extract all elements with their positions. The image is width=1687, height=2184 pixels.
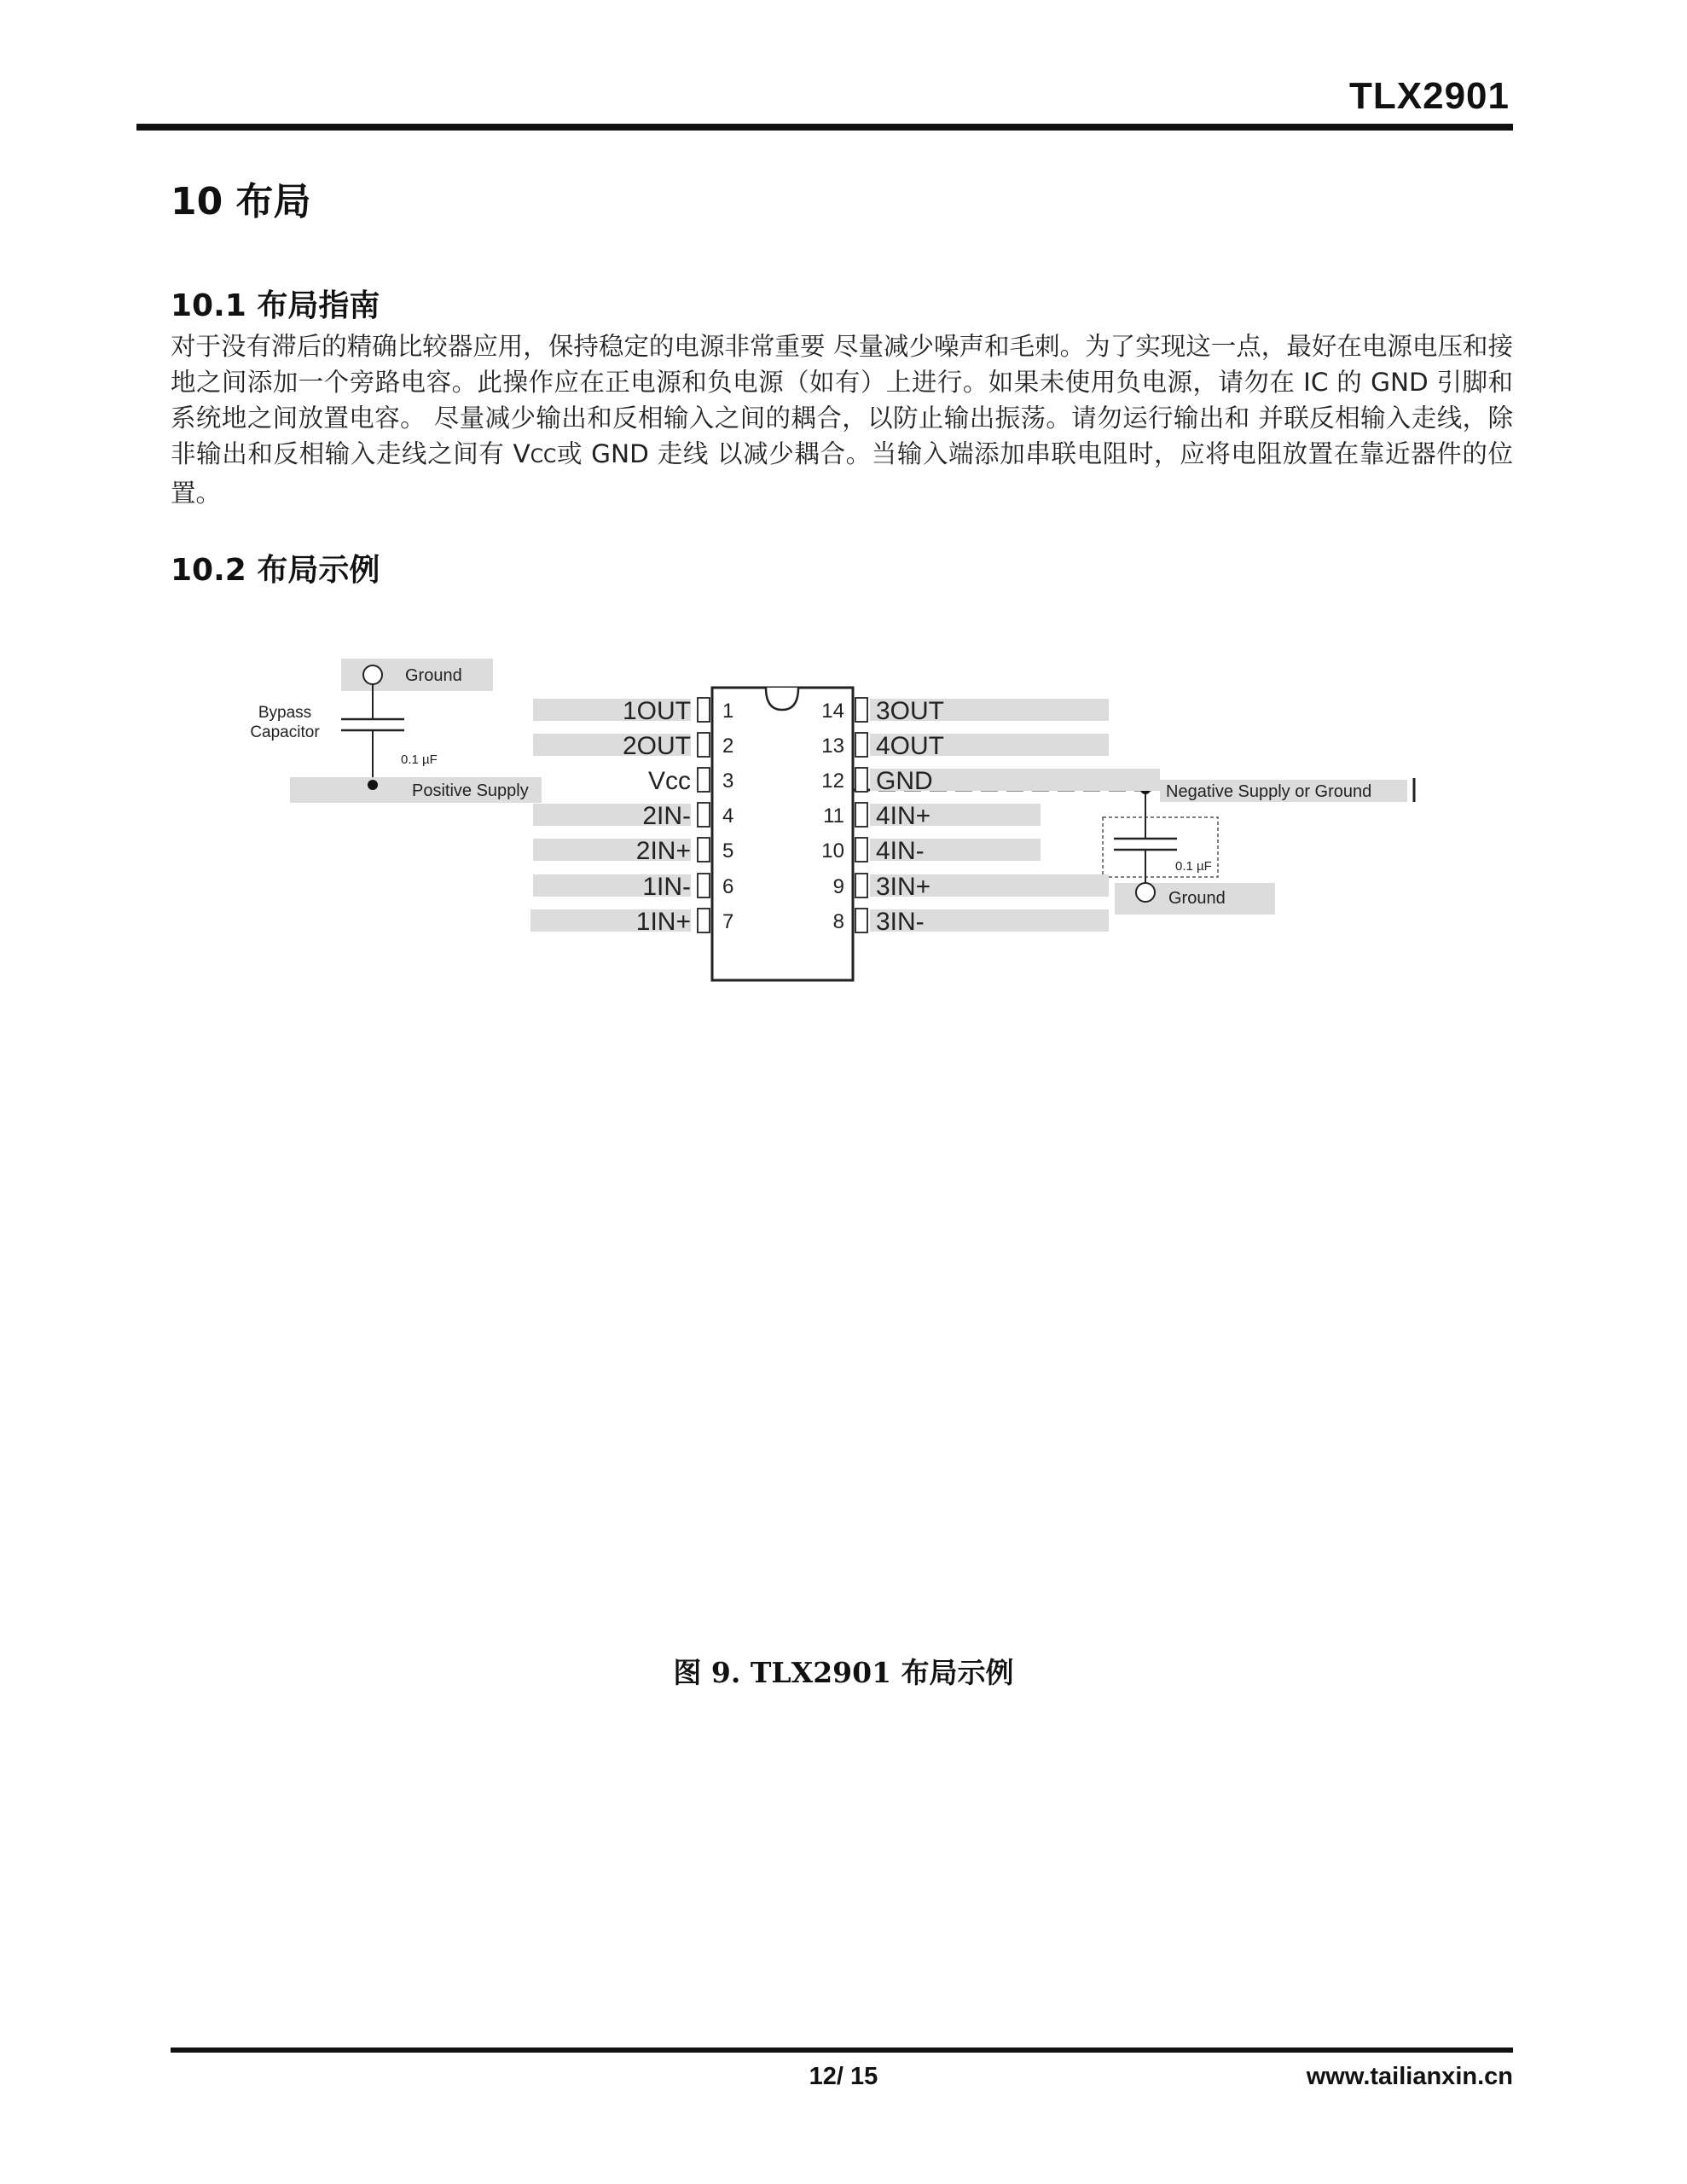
right-pin-number-8: 8 — [832, 910, 844, 933]
negative-supply-label: Negative Supply or Ground — [1166, 782, 1372, 801]
left-pin-name-1: 1OUT — [622, 697, 691, 725]
left-pin-lead-6 — [698, 874, 710, 897]
right-pin-group — [821, 697, 1160, 936]
left-pin-number-4: 4 — [722, 804, 734, 828]
left-pin-name-2: 2OUT — [622, 732, 691, 760]
left-pin-name-5: 2IN+ — [635, 837, 691, 865]
right-pin-lead-11 — [855, 803, 867, 827]
decoupling-cap-value: 0.1 µF — [1175, 859, 1212, 874]
left-pin-number-3: 3 — [722, 770, 734, 793]
left-pin-number-1: 1 — [722, 700, 734, 723]
ground-terminal-right — [1136, 883, 1155, 902]
right-pin-lead-9 — [855, 874, 867, 897]
positive-supply-label: Positive Supply — [412, 781, 529, 800]
ic-pin1-notch — [766, 688, 798, 710]
bypass-label-line1: Bypass — [258, 704, 312, 722]
right-pin-name-10: 4IN- — [876, 837, 925, 865]
figure-caption: 图 9. TLX2901 布局示例 — [673, 1656, 1014, 1689]
left-pin-lead-5 — [698, 838, 710, 862]
website-url: www.tailianxin.cn — [1306, 2063, 1513, 2090]
right-pin-name-11: 4IN+ — [876, 802, 931, 830]
footer-divider — [171, 2048, 1513, 2053]
right-pin-name-13: 4OUT — [876, 732, 945, 760]
positive-supply-via — [368, 780, 378, 790]
left-pin-lead-3 — [698, 768, 710, 792]
section-heading: 10 布局 — [171, 180, 311, 224]
layout-diagram — [0, 631, 1687, 1075]
right-pin-name-8: 3IN- — [876, 908, 925, 936]
ground-label-top: Ground — [405, 666, 462, 685]
guide-paragraph — [171, 328, 1513, 511]
left-pin-lead-2 — [698, 733, 710, 757]
left-pin-name-7: 1IN+ — [635, 908, 691, 936]
right-pin-number-9: 9 — [832, 875, 844, 898]
guide-text-part-a: 对于没有滞后的精确比较器应用，保持稳定的电源非常重要 尽量减少噪声和毛刺。为了实现这一点，最好在电源电压和接地之间添加一个旁路电容。此操作应在正电源和负电源（如有）上进行。如果未使用负电源，请勿在 IC 的 GND 引脚和系统地之间放置电容。 尽量减少输出和反相输入之间的耦合，以防止输出振荡。请勿运行输出和 并联反相输入走线，除非输出和反相输入走线之间有 V — [171, 332, 1513, 468]
left-pin-lead-4 — [698, 803, 710, 827]
right-pin-number-10: 10 — [821, 839, 844, 863]
left-pin-lead-1 — [698, 698, 710, 722]
right-pin-lead-13 — [855, 733, 867, 757]
left-pin-number-5: 5 — [722, 839, 734, 863]
left-pin-name-6: 1IN- — [642, 873, 691, 901]
page-number: 12/ 15 — [809, 2063, 878, 2090]
guide-text-subscript: CC — [530, 446, 557, 468]
left-pin-name-4: 2IN- — [642, 802, 691, 830]
right-pin-number-11: 11 — [823, 804, 844, 828]
left-pin-name-3: Vcc — [647, 767, 691, 795]
right-pin-number-13: 13 — [821, 735, 844, 758]
right-pin-lead-8 — [855, 909, 867, 932]
ic-package-body — [712, 688, 853, 980]
subsection-heading-example: 10.2 布局示例 — [171, 553, 380, 588]
bypass-label-line2: Capacitor — [250, 723, 320, 741]
ground-terminal-top — [363, 665, 382, 684]
right-pin-name-14: 3OUT — [876, 697, 945, 725]
right-pin-name-9: 3IN+ — [876, 873, 931, 901]
bypass-cap-value: 0.1 µF — [401, 752, 438, 767]
document-title: TLX2901 — [1349, 75, 1510, 117]
right-pin-lead-12 — [855, 768, 867, 792]
left-pin-number-2: 2 — [722, 735, 734, 758]
ground-label-right: Ground — [1168, 889, 1226, 908]
right-pin-lead-10 — [855, 838, 867, 862]
right-pin-name-12: GND — [876, 767, 933, 795]
subsection-heading-guide: 10.1 布局指南 — [171, 288, 380, 323]
left-pin-number-6: 6 — [722, 875, 734, 898]
left-pin-number-7: 7 — [722, 910, 734, 933]
right-pin-lead-14 — [855, 698, 867, 722]
guide-text-part-b: 或 GND 走线 以减少耦合。当输入端添加串联电阻时，应将电阻放置在靠近器件的位置。 — [171, 439, 1513, 508]
right-pin-number-14: 14 — [821, 700, 844, 723]
left-pin-lead-7 — [698, 909, 710, 932]
right-pin-number-12: 12 — [821, 770, 844, 793]
left-pin-group — [530, 697, 733, 936]
header-divider — [136, 124, 1513, 131]
layout-figure — [0, 631, 1687, 1689]
